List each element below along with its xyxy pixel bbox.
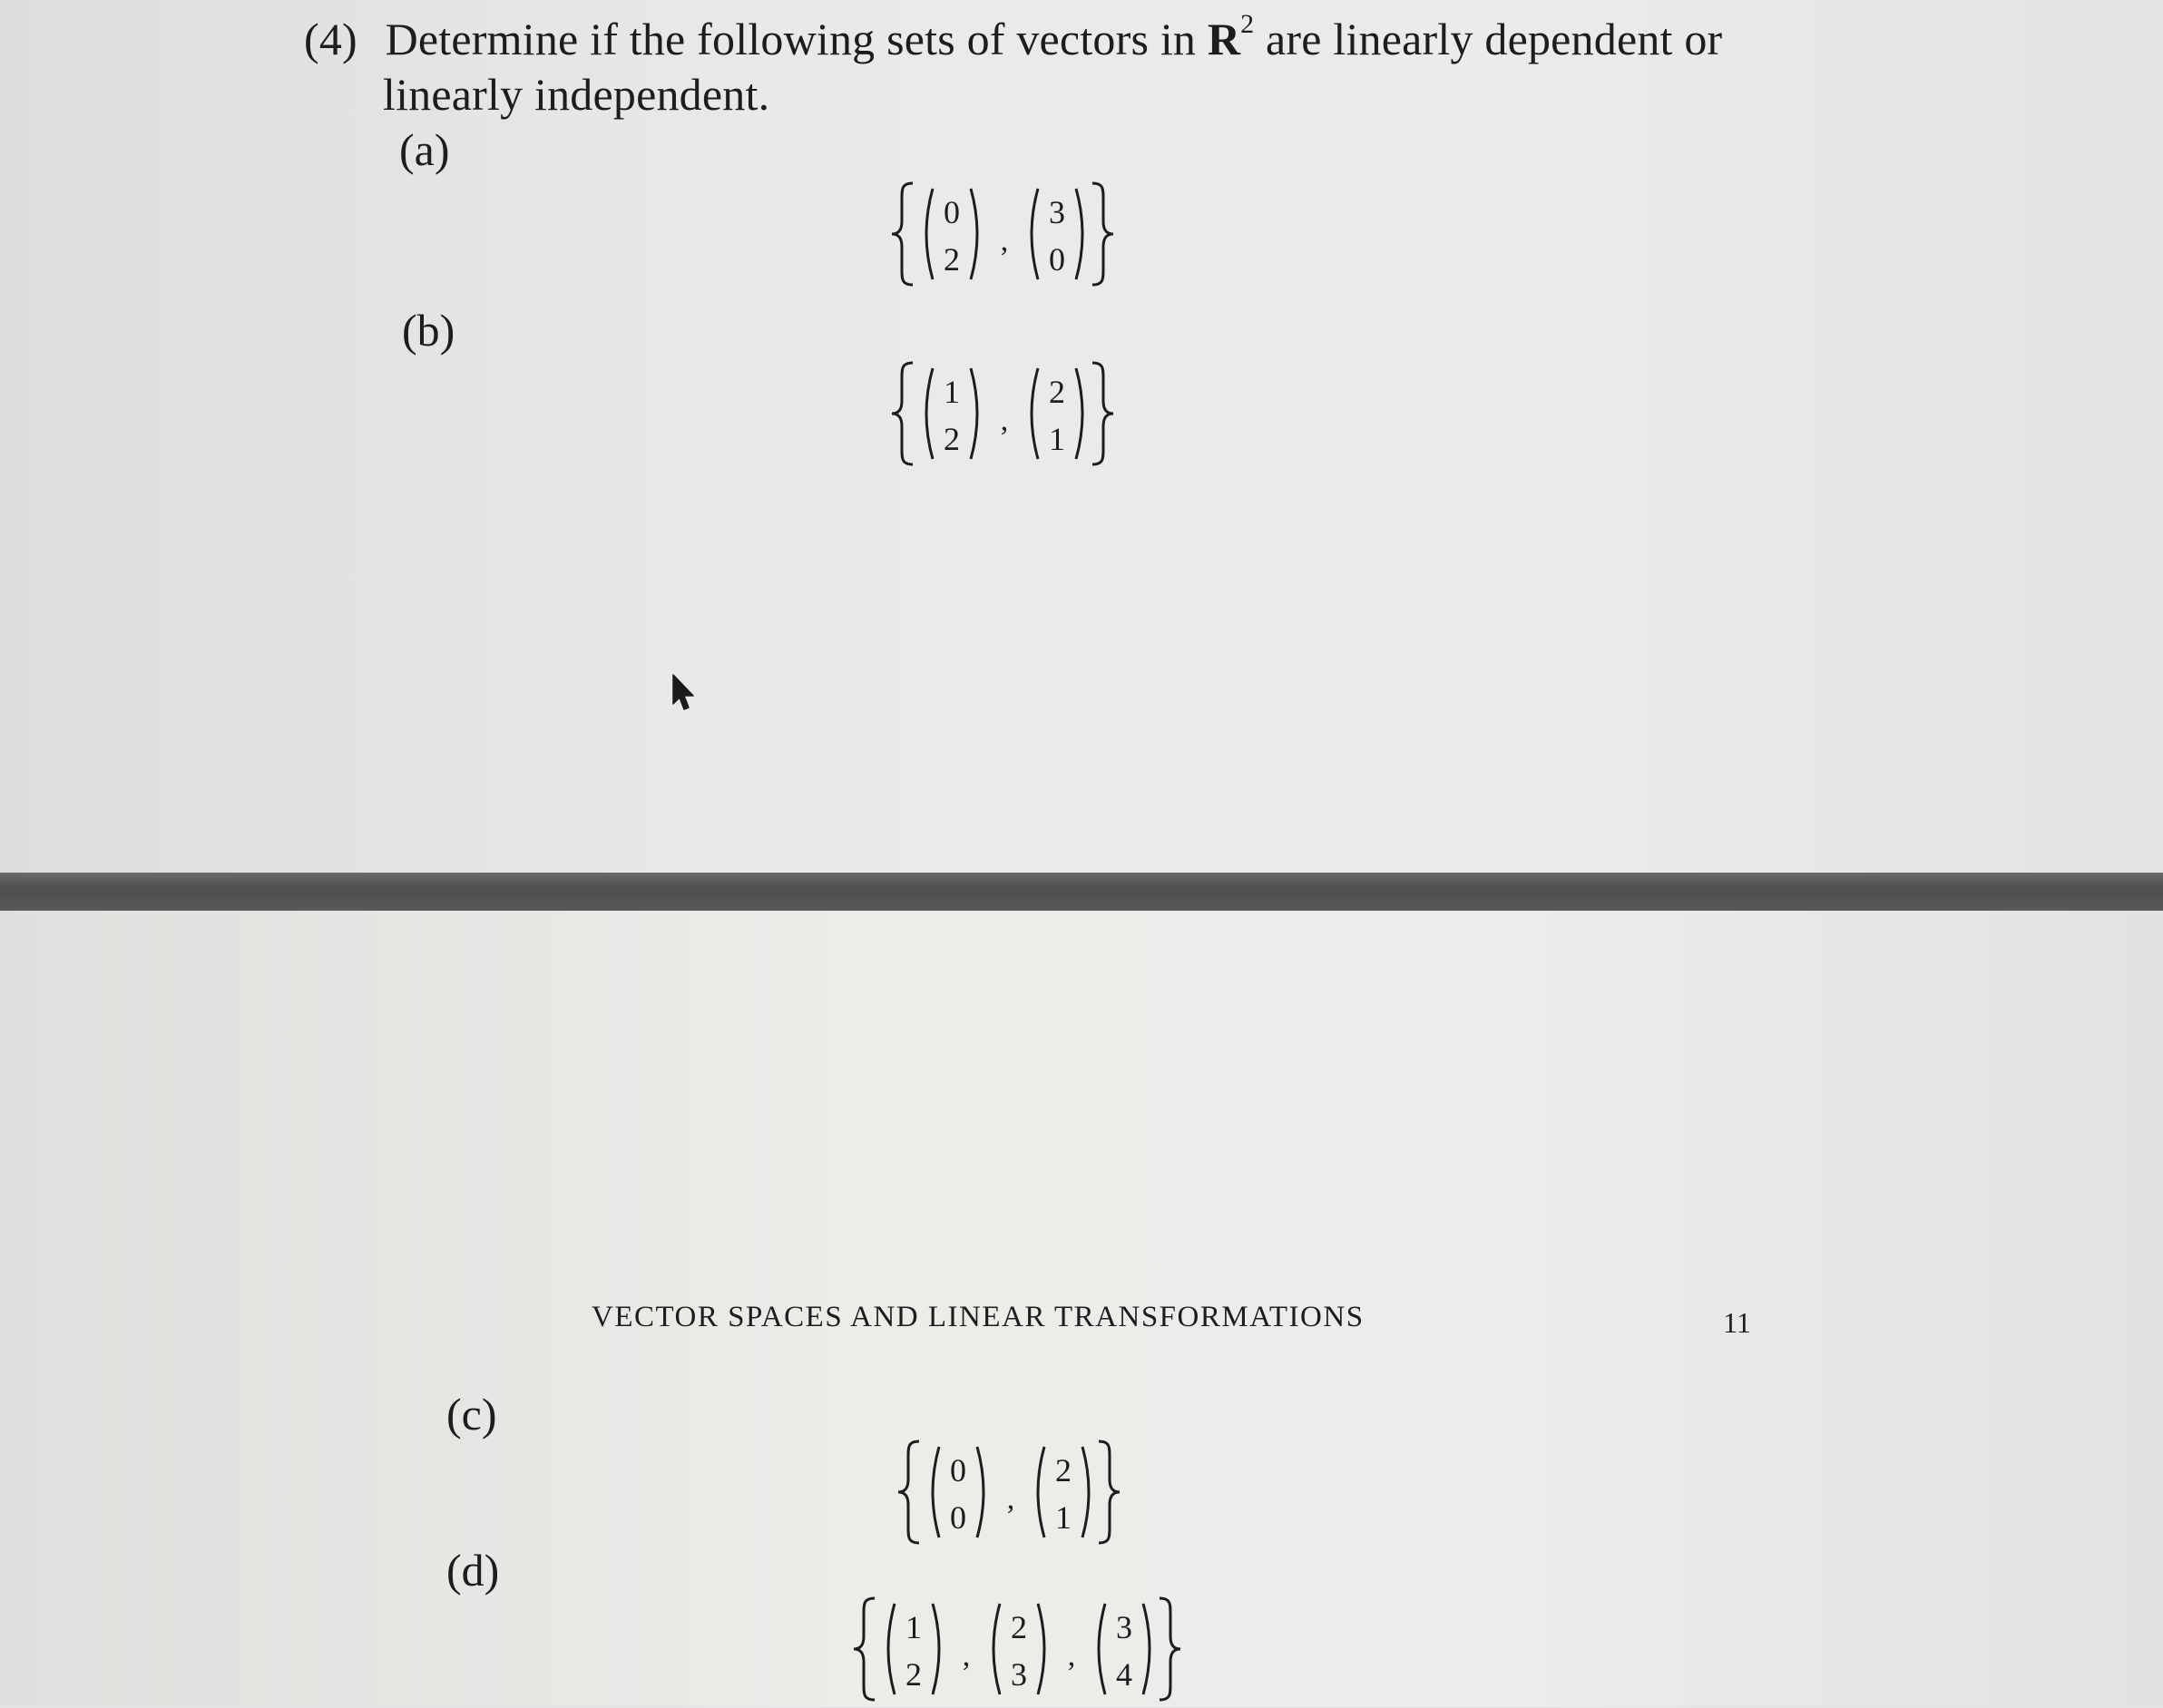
left-paren	[926, 189, 933, 279]
left-brace	[854, 1598, 875, 1700]
vector-entry-bottom: 1	[1049, 421, 1065, 457]
left-brace	[892, 363, 913, 464]
column-vector	[1032, 189, 1082, 279]
mouse-pointer-icon	[671, 673, 695, 713]
vector-entry-bottom: 2	[905, 1656, 922, 1693]
right-paren	[1082, 1447, 1089, 1537]
problem-statement-line-1	[304, 9, 1723, 65]
left-paren	[1032, 368, 1038, 459]
left-brace	[892, 183, 913, 285]
problem-statement-line-2: linearly independent.	[383, 69, 770, 120]
comma-separator: ,	[1000, 224, 1009, 258]
vector-entry-bottom: 1	[1055, 1499, 1072, 1536]
problem-number: (4)	[304, 14, 357, 64]
comma-separator: ,	[1006, 1482, 1015, 1516]
right-paren	[933, 1604, 939, 1694]
field-symbol: R	[1207, 14, 1241, 64]
left-brace	[898, 1441, 919, 1543]
right-paren	[1076, 189, 1082, 279]
vector-entry-top: 2	[1049, 374, 1065, 410]
right-brace	[1099, 1441, 1120, 1543]
column-vector	[1038, 1447, 1089, 1537]
vector-entry-top: 3	[1116, 1609, 1132, 1645]
left-paren	[888, 1604, 895, 1694]
field-exponent: 2	[1240, 9, 1255, 39]
vector-entry-top: 0	[950, 1452, 966, 1488]
left-paren	[993, 1604, 1000, 1694]
vector-set-graphic	[851, 1595, 1187, 1703]
left-paren	[1099, 1604, 1105, 1694]
right-brace	[1092, 363, 1113, 464]
part-a-label: (a)	[399, 124, 450, 175]
column-vector	[888, 1604, 939, 1694]
comma-separator: ,	[1000, 404, 1009, 437]
right-paren	[1076, 368, 1082, 459]
column-vector	[926, 189, 977, 279]
left-paren	[933, 1447, 939, 1537]
part-c-label: (c)	[446, 1389, 497, 1440]
vector-entry-top: 1	[944, 374, 960, 410]
right-paren	[971, 368, 977, 459]
left-paren	[926, 368, 933, 459]
vector-entry-bottom: 3	[1011, 1656, 1027, 1693]
part-d-vector-set	[851, 1595, 1187, 1708]
column-vector	[1032, 368, 1082, 459]
column-vector	[926, 368, 977, 459]
column-vector	[993, 1604, 1044, 1694]
right-brace	[1160, 1598, 1180, 1700]
problem-text-end: are linearly dependent or	[1254, 14, 1723, 64]
comma-separator: ,	[962, 1639, 971, 1673]
vector-entry-bottom: 2	[944, 241, 960, 278]
vector-entry-top: 3	[1049, 194, 1065, 230]
running-header-title: VECTOR SPACES AND LINEAR TRANSFORMATIONS	[592, 1301, 1365, 1333]
right-paren	[971, 189, 977, 279]
right-paren	[1038, 1604, 1044, 1694]
part-b-label: (b)	[402, 305, 455, 356]
comma-separator: ,	[1067, 1639, 1076, 1673]
vector-set-graphic	[889, 359, 1120, 468]
vector-entry-bottom: 0	[1049, 241, 1065, 278]
right-paren	[977, 1447, 984, 1537]
vector-entry-top: 2	[1055, 1452, 1072, 1488]
vector-entry-top: 2	[1011, 1609, 1027, 1645]
right-paren	[1143, 1604, 1150, 1694]
column-vector	[933, 1447, 984, 1537]
problem-text-start: Determine if the following sets of vectors in	[385, 14, 1208, 64]
vector-entry-top: 1	[905, 1609, 922, 1645]
right-brace	[1092, 183, 1113, 285]
vector-entry-bottom: 2	[944, 421, 960, 457]
left-paren	[1032, 189, 1038, 279]
page-divider-bar	[0, 873, 2163, 911]
column-vector	[1099, 1604, 1150, 1694]
vector-entry-bottom: 4	[1116, 1656, 1132, 1693]
part-b-vector-set	[889, 359, 1120, 473]
part-d-label: (d)	[446, 1545, 500, 1596]
vector-set-graphic	[896, 1438, 1126, 1547]
part-c-vector-set	[896, 1438, 1126, 1551]
vector-set-graphic	[889, 180, 1120, 288]
part-a-vector-set	[889, 180, 1120, 293]
vector-entry-top: 0	[944, 194, 960, 230]
vector-entry-bottom: 0	[950, 1499, 966, 1536]
page-number: 11	[1723, 1306, 1751, 1339]
left-paren	[1038, 1447, 1044, 1537]
